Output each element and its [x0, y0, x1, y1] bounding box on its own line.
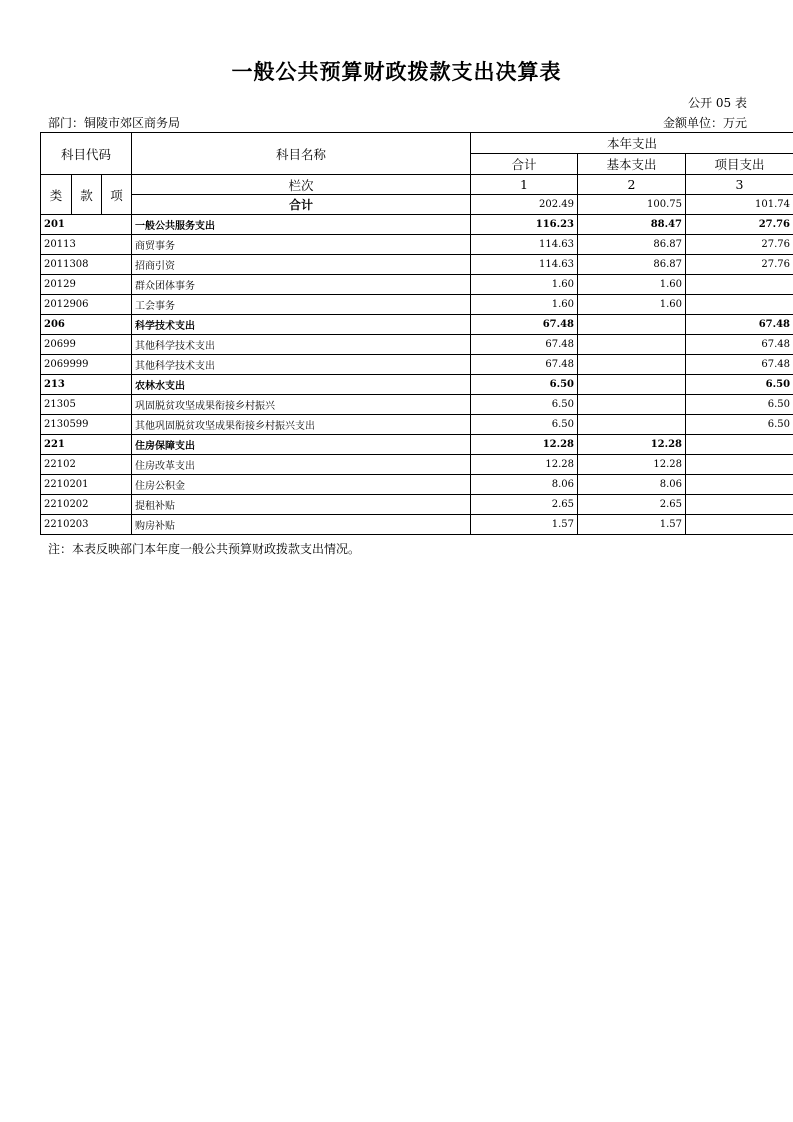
- project-cell: 67.48: [686, 335, 793, 355]
- table-row: [41, 255, 793, 275]
- lei-header: 类: [41, 175, 72, 215]
- subject-code-cell: 21305: [41, 395, 132, 415]
- total-cell: 1.57: [471, 515, 578, 535]
- basic-cell: [578, 415, 686, 435]
- total-row-label: 合计: [132, 195, 471, 215]
- project-cell: [686, 475, 793, 495]
- subject-name-cell: 购房补贴: [132, 515, 471, 535]
- column-index-header: 栏次: [132, 175, 471, 195]
- total-header: 合计: [471, 154, 578, 175]
- subject-name-cell: 农林水支出: [132, 375, 471, 395]
- table-row: [41, 335, 793, 355]
- subject-name-cell: 住房公积金: [132, 475, 471, 495]
- total-cell: 114.63: [471, 255, 578, 275]
- table-row: [41, 415, 793, 435]
- total-cell: 6.50: [471, 375, 578, 395]
- total-cell: 67.48: [471, 355, 578, 375]
- basic-cell: 86.87: [578, 255, 686, 275]
- basic-cell: 12.28: [578, 435, 686, 455]
- subject-code-cell: 213: [41, 375, 132, 395]
- subject-name-cell: 其他巩固脱贫攻坚成果衔接乡村振兴支出: [132, 415, 471, 435]
- subject-code-cell: 2210203: [41, 515, 132, 535]
- subject-name-cell: 巩固脱贫攻坚成果衔接乡村振兴: [132, 395, 471, 415]
- table-row: [41, 215, 793, 235]
- col1-index: 1: [471, 175, 578, 195]
- project-cell: [686, 495, 793, 515]
- project-cell: 67.48: [686, 355, 793, 375]
- subject-code-cell: 2210201: [41, 475, 132, 495]
- total-cell: 12.28: [471, 435, 578, 455]
- basic-cell: [578, 375, 686, 395]
- basic-cell: [578, 335, 686, 355]
- subject-code-cell: 20699: [41, 335, 132, 355]
- basic-cell: [578, 395, 686, 415]
- total-row-total: 202.49: [471, 195, 578, 215]
- project-cell: 27.76: [686, 215, 793, 235]
- project-cell: [686, 515, 793, 535]
- subject-code-cell: 22102: [41, 455, 132, 475]
- total-cell: 116.23: [471, 215, 578, 235]
- subject-name-cell: 提租补贴: [132, 495, 471, 515]
- project-cell: 6.50: [686, 415, 793, 435]
- basic-cell: 86.87: [578, 235, 686, 255]
- table-row: [41, 515, 793, 535]
- basic-cell: 1.60: [578, 295, 686, 315]
- current-year-header: 本年支出: [471, 133, 793, 154]
- subject-code-cell: 201: [41, 215, 132, 235]
- basic-cell: 2.65: [578, 495, 686, 515]
- xiang-header: 项: [102, 175, 132, 215]
- table-row: [41, 495, 793, 515]
- subject-name-cell: 住房保障支出: [132, 435, 471, 455]
- project-cell: 27.76: [686, 255, 793, 275]
- total-row-basic: 100.75: [578, 195, 686, 215]
- total-cell: 67.48: [471, 315, 578, 335]
- subject-code-cell: 2011308: [41, 255, 132, 275]
- basic-cell: 88.47: [578, 215, 686, 235]
- table-row: [41, 295, 793, 315]
- project-cell: 6.50: [686, 395, 793, 415]
- total-cell: 1.60: [471, 295, 578, 315]
- total-cell: 6.50: [471, 415, 578, 435]
- subject-name-cell: 商贸事务: [132, 235, 471, 255]
- basic-cell: [578, 315, 686, 335]
- table-row: [41, 455, 793, 475]
- project-cell: [686, 295, 793, 315]
- subject-code-cell: 2210202: [41, 495, 132, 515]
- subject-name-cell: 其他科学技术支出: [132, 355, 471, 375]
- subject-code-cell: 20113: [41, 235, 132, 255]
- subject-name-cell: 一般公共服务支出: [132, 215, 471, 235]
- basic-cell: 12.28: [578, 455, 686, 475]
- total-cell: 12.28: [471, 455, 578, 475]
- total-cell: 114.63: [471, 235, 578, 255]
- table-row: [41, 435, 793, 455]
- total-row-project: 101.74: [686, 195, 793, 215]
- table-row: [41, 355, 793, 375]
- subject-code-cell: 2012906: [41, 295, 132, 315]
- kuan-header: 款: [72, 175, 102, 215]
- subject-code-cell: 20129: [41, 275, 132, 295]
- subject-name-cell: 其他科学技术支出: [132, 335, 471, 355]
- department-label: 部门：铜陵市郊区商务局: [48, 116, 181, 130]
- subject-code-header: 科目代码: [41, 133, 132, 175]
- page-title: 一般公共预算财政拨款支出决算表: [231, 60, 562, 84]
- subject-code-cell: 2130599: [41, 415, 132, 435]
- subject-name-cell: 科学技术支出: [132, 315, 471, 335]
- table-note: 注：本表反映部门本年度一般公共预算财政拨款支出情况。: [48, 542, 361, 556]
- table-row: [41, 275, 793, 295]
- col2-index: 2: [578, 175, 686, 195]
- project-header: 项目支出: [686, 154, 793, 175]
- table-row: [41, 235, 793, 255]
- total-cell: 1.60: [471, 275, 578, 295]
- basic-header: 基本支出: [578, 154, 686, 175]
- basic-cell: [578, 355, 686, 375]
- basic-cell: 8.06: [578, 475, 686, 495]
- project-cell: [686, 435, 793, 455]
- expenditure-table: [40, 132, 793, 535]
- project-cell: 67.48: [686, 315, 793, 335]
- total-cell: 2.65: [471, 495, 578, 515]
- subject-code-cell: 2069999: [41, 355, 132, 375]
- project-cell: 6.50: [686, 375, 793, 395]
- total-cell: 6.50: [471, 395, 578, 415]
- table-row: [41, 475, 793, 495]
- project-cell: [686, 455, 793, 475]
- subject-name-cell: 工会事务: [132, 295, 471, 315]
- table-row: [41, 395, 793, 415]
- table-row: [41, 375, 793, 395]
- subject-name-cell: 住房改革支出: [132, 455, 471, 475]
- basic-cell: 1.57: [578, 515, 686, 535]
- subject-name-cell: 招商引资: [132, 255, 471, 275]
- project-cell: [686, 275, 793, 295]
- project-cell: 27.76: [686, 235, 793, 255]
- subject-name-cell: 群众团体事务: [132, 275, 471, 295]
- form-number: 公开 05 表: [688, 96, 747, 110]
- subject-code-cell: 206: [41, 315, 132, 335]
- col3-index: 3: [686, 175, 793, 195]
- total-cell: 8.06: [471, 475, 578, 495]
- subject-code-cell: 221: [41, 435, 132, 455]
- subject-name-header: 科目名称: [132, 133, 471, 175]
- basic-cell: 1.60: [578, 275, 686, 295]
- total-cell: 67.48: [471, 335, 578, 355]
- table-row: [41, 315, 793, 335]
- amount-unit-label: 金额单位：万元: [662, 116, 747, 130]
